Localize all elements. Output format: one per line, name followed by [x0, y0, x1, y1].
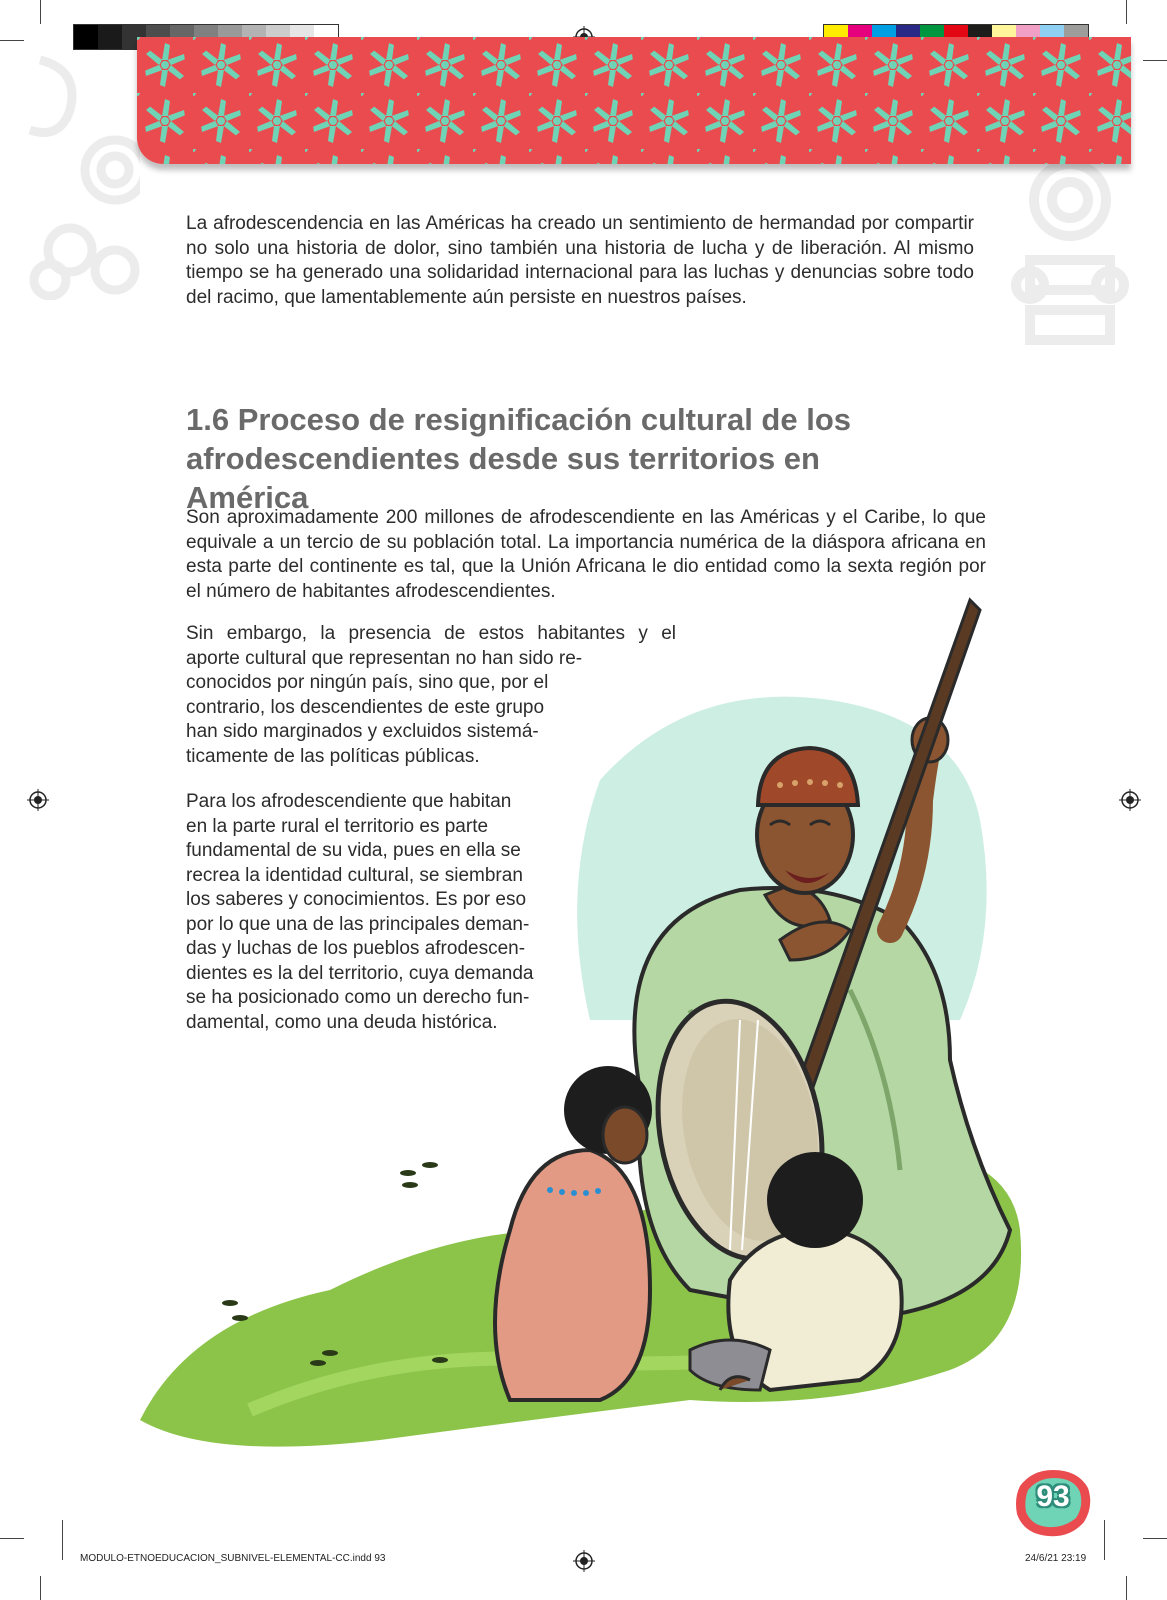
- registration-mark-icon: [573, 1550, 595, 1572]
- crop-mark: [1143, 1538, 1167, 1539]
- page-number: 93: [1036, 1480, 1070, 1513]
- text-line: damental, como una deuda histórica.: [186, 1011, 498, 1033]
- text-line: dientes es la del territorio, cuya demanda: [186, 962, 534, 984]
- crop-mark: [40, 1576, 41, 1600]
- crop-mark: [1126, 0, 1127, 24]
- footer-file-name: MODULO-ETNOEDUCACION_SUBNIVEL-ELEMENTAL-CC.indd 93: [80, 1553, 386, 1564]
- adinkra-spiral-decoration-icon: [1000, 160, 1140, 350]
- crop-mark: [0, 1538, 24, 1539]
- text-line: das y luchas de los pueblos afrodescen-: [186, 938, 526, 959]
- section-heading: [186, 400, 946, 517]
- header-banner: [137, 37, 1131, 164]
- adinkra-spiral-decoration-icon: [20, 40, 140, 300]
- text-line: en la parte rural el territorio es parte: [186, 815, 489, 837]
- crop-mark: [1104, 1520, 1105, 1560]
- text-line: contrario, los descendientes de este grupo: [186, 696, 545, 718]
- text-line: recrea la identidad cultural, se siembran: [186, 864, 523, 886]
- intro-paragraph: La afrodescendencia en las Américas ha creado un sentimiento de hermandad por compartir no solo una historia de dolor, sino también una historia de lucha y de liberación. Al mismo tiempo se ha generado una solidaridad internacional para las luchas y denuncias sobre todo del racimo, que lamentablemente aún persiste en nuestros países.: [186, 213, 974, 308]
- registration-mark-icon: [27, 789, 49, 811]
- text-line: conocidos por ningún país, sino que, por el: [186, 672, 549, 693]
- text-line: ticamente de las políticas públicas.: [186, 745, 480, 767]
- text-line: Sin embargo, la presencia de estos habitantes y el: [186, 623, 676, 644]
- footer-timestamp: 24/6/21 23:19: [1025, 1553, 1087, 1564]
- crop-mark: [62, 1520, 63, 1560]
- crop-mark: [1126, 1576, 1127, 1600]
- registration-mark-icon: [1119, 789, 1141, 811]
- storyteller-with-instrument-illustration-icon: [130, 590, 1040, 1450]
- crop-mark: [40, 0, 41, 24]
- section-paragraph-1: Son aproximadamente 200 millones de afrodescendiente en las Américas y el Caribe, lo que equivale a un tercio de su población total. La importancia numérica de la diáspora africana en esta parte del continente es tal, que la Unión Africana le dio entidad como la sexta región por el número de habitantes afrodescendientes.: [186, 507, 986, 602]
- heading-line: 1.6 Proceso de resignificación cultural de los: [186, 402, 852, 437]
- flower-pattern-icon: [137, 37, 1131, 164]
- text-line: aporte cultural que representan no han sido re-: [186, 647, 583, 669]
- text-line: por lo que una de las principales deman-: [186, 913, 530, 935]
- heading-line: afrodescendientes desde sus territorios en América: [186, 441, 820, 515]
- text-line: han sido marginados y excluidos sistemá-: [186, 721, 539, 742]
- text-line: los saberes y conocimientos. Es por eso: [186, 889, 527, 910]
- text-line: fundamental de su vida, pues en ella se: [186, 840, 521, 861]
- text-line: Para los afrodescendiente que habitan: [186, 791, 512, 812]
- crop-mark: [1143, 60, 1167, 61]
- text-line: se ha posicionado como un derecho fun-: [186, 987, 530, 1008]
